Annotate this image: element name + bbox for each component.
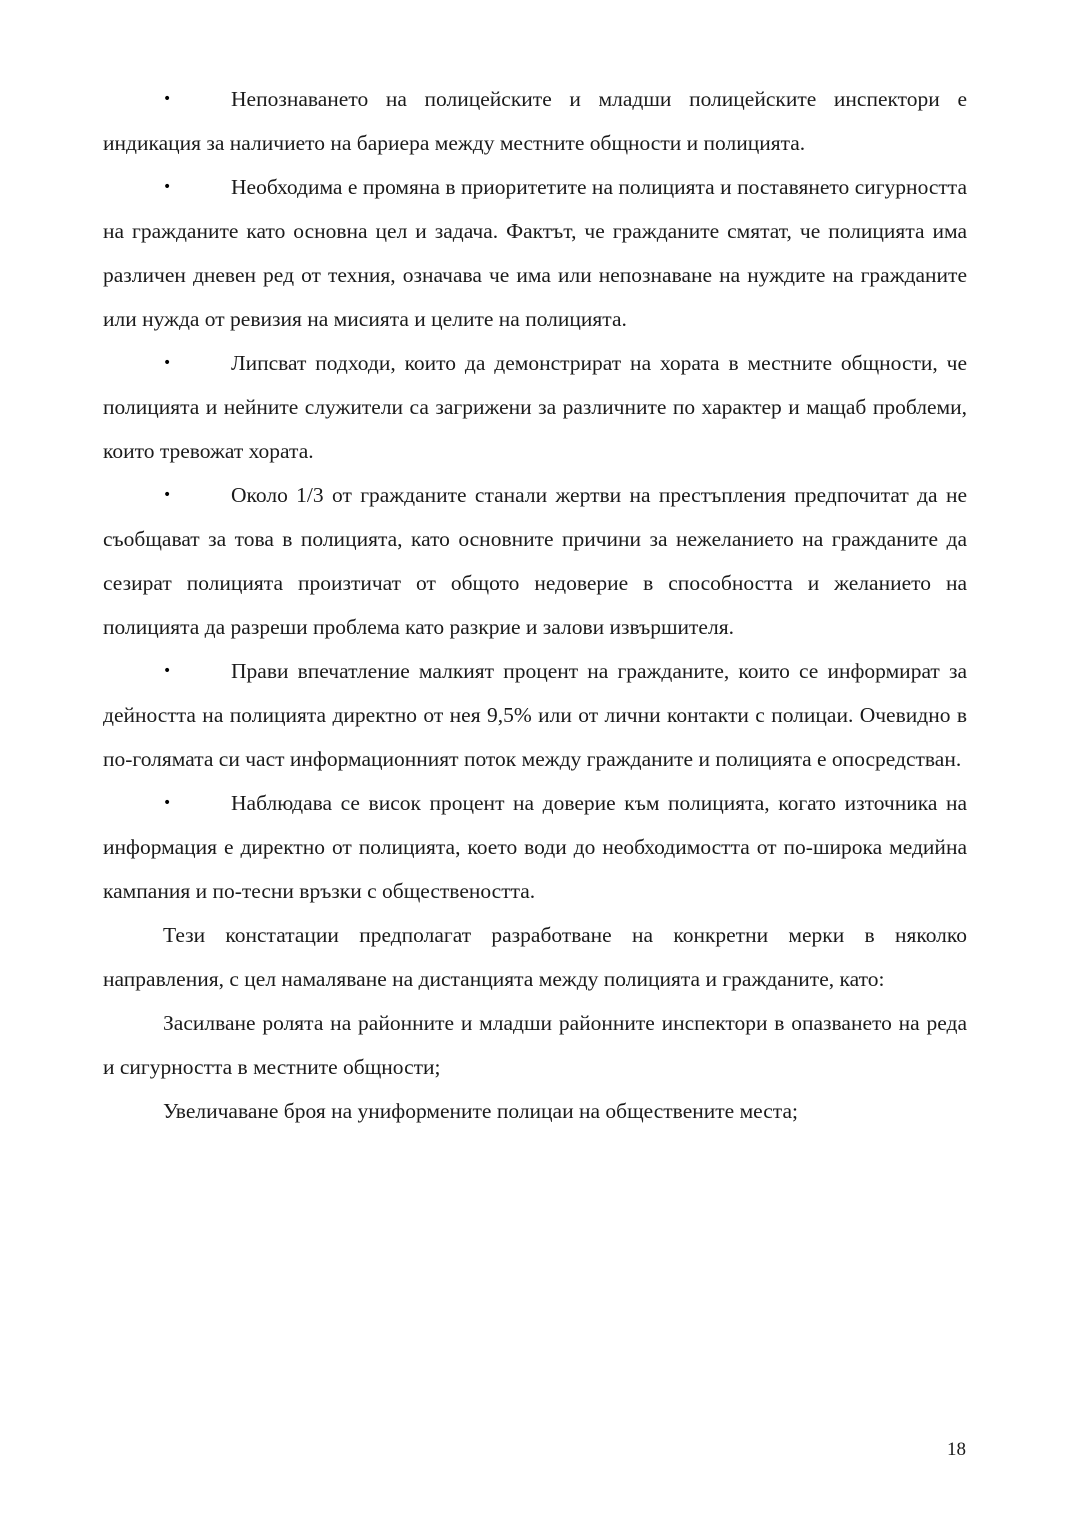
bullet-icon: • xyxy=(163,487,172,503)
body-paragraph-conclusions: Тези констатации предполагат разработване на конкретни мерки в няколко направления, с цел намаляване на дистанцията между полицията и гражданите, като: xyxy=(103,923,967,991)
bullet-icon: • xyxy=(163,663,172,679)
bullet-text: Липсват подходи, които да демонстрират на хората в местните общности, че полицията и нейните служители са загрижени за различните по характер и мащаб проблеми, които тревожат хората. xyxy=(103,351,967,463)
bullet-item xyxy=(103,649,967,781)
bullet-item xyxy=(103,165,967,341)
bullet-text: Непознаването на полицейските и младши полицейските инспектори е индикация за наличието на бариера между местните общности и полицията. xyxy=(103,87,967,155)
bullet-icon: • xyxy=(163,795,172,811)
bullet-item xyxy=(103,77,967,165)
bullet-text: Наблюдава се висок процент на доверие към полицията, когато източника на информация е директно от полицията, което води до необходимостта от по-широка медийна кампания и по-тесни връзки с обществеността. xyxy=(103,791,967,903)
bullet-item xyxy=(103,781,967,913)
bullet-icon: • xyxy=(163,91,172,107)
bullet-text: Прави впечатление малкият процент на гражданите, които се информират за дейността на полицията директно от нея 9,5% или от лични контакти с полицаи. Очевидно в по-голямата си част информационният поток между гражданите и полицията е опосредстван. xyxy=(103,659,967,771)
body-paragraph-measure-uniformed: Увеличаване броя на униформените полицаи на обществените места; xyxy=(163,1099,798,1123)
bullet-item xyxy=(103,341,967,473)
bullet-text: Около 1/3 от гражданите станали жертви на престъпления предпочитат да не съобщават за това в полицията, като основните причини за нежеланието на гражданите да сезират полицията произтичат от общото недоверие в способността и желанието на полицията да разреши проблема като разкрие и залови извършителя. xyxy=(103,483,967,639)
bullet-icon: • xyxy=(163,355,172,371)
page-body xyxy=(103,77,967,1133)
bullet-text: Необходима е промяна в приоритетите на полицията и поставянето сигурността на гражданите като основна цел и задача. Фактът, че гражданите смятат, че полицията има различен дневен ред от техния, означава че има или непознаване на нуждите на гражданите или нужда от ревизия на мисията и целите на полицията. xyxy=(103,175,967,331)
bullet-item xyxy=(103,473,967,649)
page-number: 18 xyxy=(947,1439,966,1460)
body-paragraph-measure-inspectors: Засилване ролята на районните и младши районните инспектори в опазването на реда и сигурността в местните общности; xyxy=(103,1011,967,1079)
bullet-icon: • xyxy=(163,179,172,195)
